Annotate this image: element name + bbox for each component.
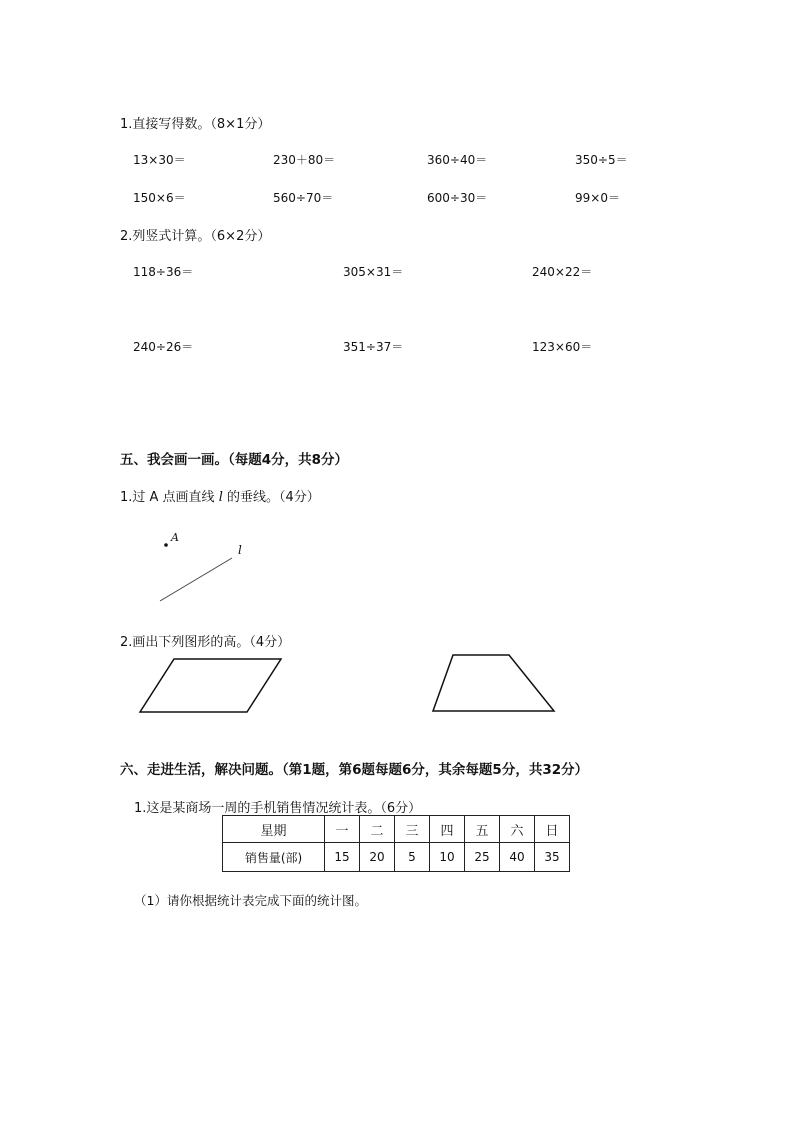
- q2-title: 2.列竖式计算。（6×2分）: [120, 229, 271, 244]
- mental-math-item: 230＋80＝: [273, 153, 336, 167]
- table-row: [223, 816, 570, 843]
- table-day-cell: 四: [430, 816, 465, 843]
- table-row-label: 销售量(部): [223, 843, 325, 872]
- mental-math-item: 13×30＝: [133, 153, 186, 167]
- table-value-cell: 40: [500, 843, 535, 872]
- mental-math-item: 150×6＝: [133, 191, 186, 205]
- draw-q1-title-var: l: [218, 490, 223, 505]
- draw-q1-title-post: 的垂线。（4分）: [227, 490, 320, 505]
- parallelogram-shape: [140, 659, 281, 712]
- vertical-calc-item: 305×31＝: [343, 265, 404, 279]
- q1-title: 1.直接写得数。（8×1分）: [120, 117, 271, 132]
- table-value-cell: 35: [535, 843, 570, 872]
- draw-q2-title: 2.画出下列图形的高。（4分）: [120, 635, 291, 650]
- table-day-cell: 六: [500, 816, 535, 843]
- table-value-cell: 20: [360, 843, 395, 872]
- vertical-calc-item: 240÷26＝: [133, 340, 194, 354]
- table-day-cell: 五: [465, 816, 500, 843]
- trapezoid-shape: [433, 655, 554, 711]
- table-value-cell: 10: [430, 843, 465, 872]
- mental-math-item: 600÷30＝: [427, 191, 488, 205]
- table-value-cell: 15: [325, 843, 360, 872]
- table-row: [223, 843, 570, 872]
- mental-math-item: 99×0＝: [575, 191, 620, 205]
- vertical-calc-item: 351÷37＝: [343, 340, 404, 354]
- mental-math-item: 350÷5＝: [575, 153, 628, 167]
- table-day-cell: 一: [325, 816, 360, 843]
- point-a-label: A: [171, 531, 179, 544]
- problem-q1-title: 1.这是某商场一周的手机销售情况统计表。（6分）: [134, 801, 422, 816]
- vertical-calc-item: 118÷36＝: [133, 265, 194, 279]
- table-value-cell: 25: [465, 843, 500, 872]
- line-l-label: l: [238, 543, 242, 557]
- mental-math-item: 560÷70＝: [273, 191, 334, 205]
- draw-q1-title-pre: 1.过 A 点画直线: [120, 490, 215, 505]
- table-header-label: 星期: [223, 816, 325, 843]
- mental-math-item: 360÷40＝: [427, 153, 488, 167]
- table-day-cell: 二: [360, 816, 395, 843]
- vertical-calc-item: 240×22＝: [532, 265, 593, 279]
- section-heading-problems: 六、走进生活，解决问题。（第1题，第6题每题6分，其余每题5分，共32分）: [120, 762, 589, 778]
- table-day-cell: 三: [395, 816, 430, 843]
- table-value-cell: 5: [395, 843, 430, 872]
- section-heading-draw: 五、我会画一画。（每题4分，共8分）: [120, 452, 349, 468]
- vertical-calc-item: 123×60＝: [532, 340, 593, 354]
- table-day-cell: 日: [535, 816, 570, 843]
- problem-q1-sub1: （1）请你根据统计表完成下面的统计图。: [134, 893, 367, 908]
- sales-table: [222, 815, 570, 872]
